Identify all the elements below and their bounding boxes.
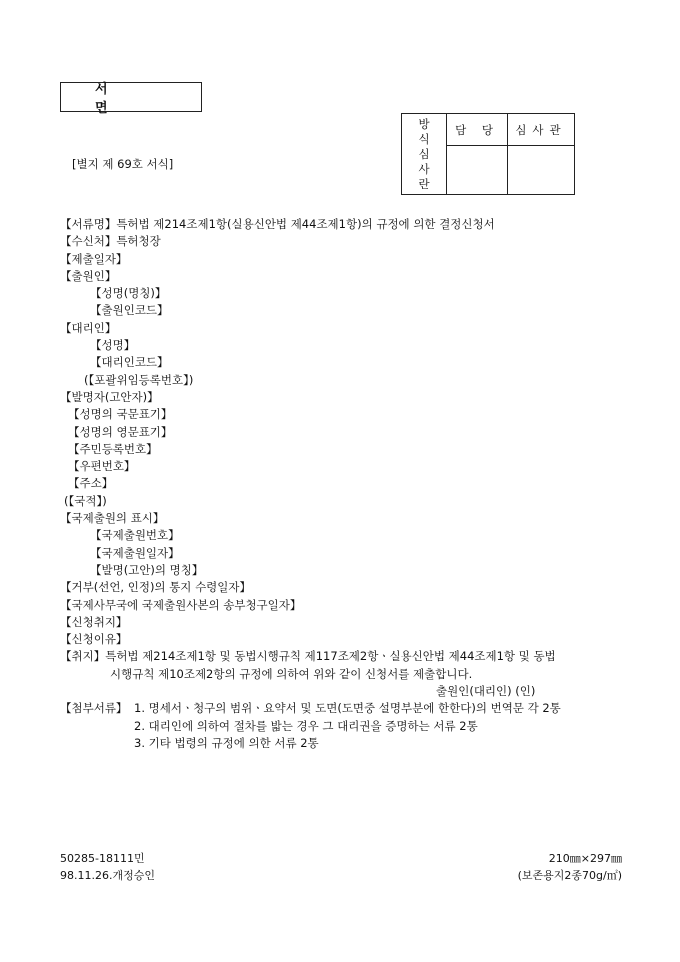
resident-number-line: 【주민등록번호】 [68, 441, 158, 456]
international-date-line: 【국제출원일자】 [90, 545, 180, 560]
attachment-item: 3. 기타 법령의 규정에 의한 서류 2통 [134, 735, 319, 750]
international-number-line: 【국제출원번호】 [90, 528, 180, 543]
submission-date-line: 【제출일자】 [60, 251, 128, 266]
document-title: 서 면 [60, 82, 202, 112]
agent-name-line: 【성명】 [90, 338, 136, 353]
copy-request-line: 【국제사무국에 국제출원사본의 송부청구일자】 [60, 597, 302, 612]
footer-left [60, 850, 155, 884]
attachments [60, 700, 630, 752]
invention-title-line: 【발명(고안)의 명칭】 [90, 562, 204, 577]
address-line: 【주소】 [68, 476, 114, 491]
form-number: [별지 제 69호 서식] [72, 157, 174, 171]
inventor-line: 【발명자(고안자)】 [60, 389, 159, 404]
review-examiner-cell [508, 146, 575, 195]
paper-type: (보존용지2종70g/㎡) [517, 869, 622, 882]
general-power-line: (【포괄위임등록번호】) [84, 372, 194, 387]
purpose-line: 【취지】특허법 제214조제1항 및 동법시행규칙 제117조제2항ㆍ실용신안법 제44조제1항 및 동법 [60, 649, 556, 664]
attachment-item: 2. 대리인에 의하여 절차를 밟는 경우 그 대리권을 증명하는 서류 2통 [134, 718, 478, 733]
attachment-item: 1. 명세서ㆍ청구의 범위ㆍ요약서 및 도면(도면중 설명부분에 한한다)의 번역문 각 2통 [134, 701, 561, 716]
form-code: 50285-18111민 [60, 852, 145, 865]
applicant-line: 【출원인】 [60, 268, 117, 283]
inventor-english-name-line: 【성명의 영문표기】 [68, 424, 173, 439]
purpose-continuation-line: 시행규칙 제10조제2항의 규정에 의하여 위와 같이 신청서를 제출합니다. [110, 666, 473, 681]
signature-line: 출원인(대리인) (인) [436, 684, 536, 699]
review-col-examiner: 심사관 [508, 114, 575, 146]
review-table [401, 113, 575, 195]
inventor-korean-name-line: 【성명의 국문표기】 [68, 407, 173, 422]
review-col-officer: 담 당 [447, 114, 508, 146]
applicant-name-line: 【성명(명칭)】 [90, 286, 167, 301]
postal-code-line: 【우편번호】 [68, 459, 136, 474]
review-side-label: 방 식 심 사 란 [402, 114, 447, 195]
agent-line: 【대리인】 [60, 320, 117, 335]
paper-size: 210㎜×297㎜ [548, 852, 622, 865]
attachments-label: 【첨부서류】 [60, 701, 128, 716]
review-officer-cell [447, 146, 508, 195]
request-purpose-line: 【신청취지】 [60, 614, 128, 629]
document-type-line: 【서류명】특허법 제214조제1항(실용신안법 제44조제1항)의 규정에 의한 결정신청서 [60, 217, 495, 231]
application-body [60, 216, 630, 752]
applicant-code-line: 【출원인코드】 [90, 303, 169, 318]
nationality-line: (【국적】) [64, 493, 107, 508]
footer-right [518, 850, 622, 884]
international-application-line: 【국제출원의 표시】 [60, 511, 165, 526]
refusal-notice-line: 【거부(선언, 인정)의 통지 수령일자】 [60, 580, 252, 595]
agent-code-line: 【대리인코드】 [90, 355, 169, 370]
recipient-line: 【수신처】특허청장 [60, 234, 161, 249]
approval-date: 98.11.26.개정승인 [60, 869, 155, 882]
request-reason-line: 【신청이유】 [60, 632, 128, 647]
